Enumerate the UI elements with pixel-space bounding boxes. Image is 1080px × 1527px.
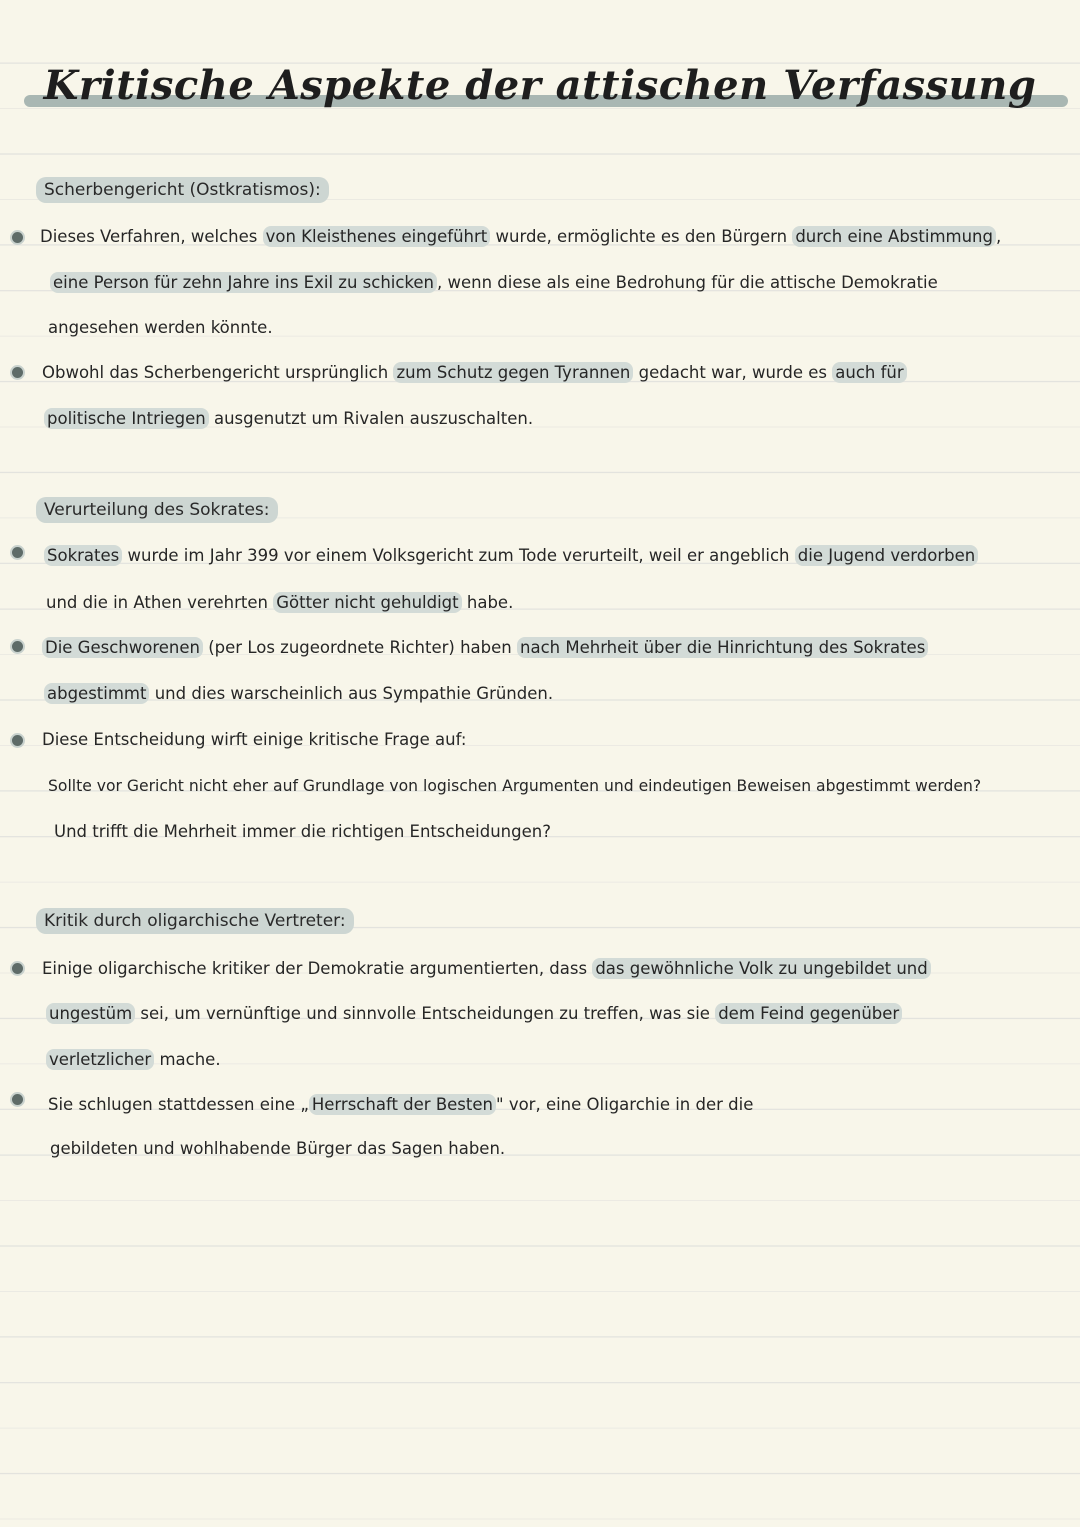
highlight: eine Person für zehn Jahre ins Exil zu schicken <box>50 272 437 293</box>
highlight: Götter nicht gehuldigt <box>273 592 461 613</box>
text-line <box>48 317 273 339</box>
text-line <box>48 775 981 797</box>
text-line <box>50 272 938 294</box>
text-span: angesehen werden könnte. <box>48 318 273 337</box>
highlight: Die Geschworenen <box>42 637 203 658</box>
bullet-point <box>12 641 23 652</box>
text-span: wurde im Jahr 399 vor einem Volksgericht zum Tode verurteilt, weil er angeblich <box>122 546 795 565</box>
bullet-point <box>12 735 23 746</box>
highlight: dem Feind gegenüber <box>715 1003 902 1024</box>
highlight: durch eine Abstimmung <box>792 226 996 247</box>
text-line <box>48 1094 753 1116</box>
bullet-point <box>12 232 23 243</box>
text-span: Sie schlugen stattdessen eine „ <box>48 1095 309 1114</box>
text-span: gebildeten und wohlhabende Bürger das Sagen haben. <box>50 1139 506 1158</box>
text-span: Sollte vor Gericht nicht eher auf Grundlage von logischen Argumenten und eindeutigen Beweisen abgestimmt werden? <box>48 777 982 795</box>
section-heading-sokrates: Verurteilung des Sokrates: <box>36 497 278 523</box>
highlight: Herrschaft der Besten <box>309 1094 496 1115</box>
text-span: Obwohl das Scherbengericht ursprünglich <box>42 363 394 382</box>
text-span: " vor, eine Oligarchie in der die <box>495 1095 754 1114</box>
text-line <box>46 592 513 614</box>
text-line <box>44 683 553 705</box>
text-span: Einige oligarchische kritiker der Demokratie argumentierten, dass <box>42 959 593 978</box>
section-heading-scherbengericht: Scherbengericht (Ostkratismos): <box>36 177 329 203</box>
text-span: mache. <box>154 1050 221 1069</box>
section-heading-kritik: Kritik durch oligarchische Vertreter: <box>36 908 354 934</box>
highlight: die Jugend verdorben <box>795 545 978 566</box>
text-span: , <box>996 227 1002 246</box>
text-span: sei, um vernünftige und sinnvolle Entscheidungen zu treffen, was sie <box>135 1004 716 1023</box>
text-line <box>40 226 1001 248</box>
text-line <box>46 1003 902 1025</box>
highlight: ungestüm <box>46 1003 135 1024</box>
text-line <box>44 408 533 430</box>
highlight: politische Intriegen <box>44 408 209 429</box>
text-line <box>50 1138 505 1160</box>
text-line <box>42 729 466 751</box>
text-span: Dieses Verfahren, welches <box>40 227 263 246</box>
text-span: wurde, ermöglichte es den Bürgern <box>490 227 793 246</box>
page-title: Kritische Aspekte der attischen Verfassung <box>30 62 1051 109</box>
highlight: von Kleisthenes eingeführt <box>263 226 491 247</box>
text-line <box>42 362 907 384</box>
text-span: , wenn diese als eine Bedrohung für die attische Demokratie <box>437 273 938 292</box>
highlight: abgestimmt <box>44 683 149 704</box>
text-line <box>44 545 978 567</box>
text-span: und dies warscheinlich aus Sympathie Gründen. <box>149 684 554 703</box>
text-span: Und trifft die Mehrheit immer die richtigen Entscheidungen? <box>54 822 551 841</box>
text-span: ausgenutzt um Rivalen auszuschalten. <box>208 409 534 428</box>
bullet-point <box>12 367 23 378</box>
text-line <box>42 958 931 980</box>
text-span: und die in Athen verehrten <box>46 593 274 612</box>
highlight: auch für <box>832 362 906 383</box>
text-span: (per Los zugeordnete Richter) haben <box>202 638 517 657</box>
text-line <box>42 637 928 659</box>
highlight: verletzlicher <box>46 1049 154 1070</box>
highlight: nach Mehrheit über die Hinrichtung des Sokrates <box>517 637 928 658</box>
bullet-point <box>12 963 23 974</box>
text-span: Diese Entscheidung wirft einige kritische Frage auf: <box>42 730 467 749</box>
text-span: habe. <box>461 593 514 612</box>
text-line <box>54 821 551 843</box>
highlight: Sokrates <box>44 545 122 566</box>
bullet-point <box>12 547 23 558</box>
text-span: gedacht war, wurde es <box>633 363 833 382</box>
highlight: das gewöhnliche Volk zu ungebildet und <box>592 958 930 979</box>
text-line <box>46 1049 221 1071</box>
bullet-point <box>12 1094 23 1105</box>
highlight: zum Schutz gegen Tyrannen <box>393 362 633 383</box>
title-container <box>0 62 1080 109</box>
